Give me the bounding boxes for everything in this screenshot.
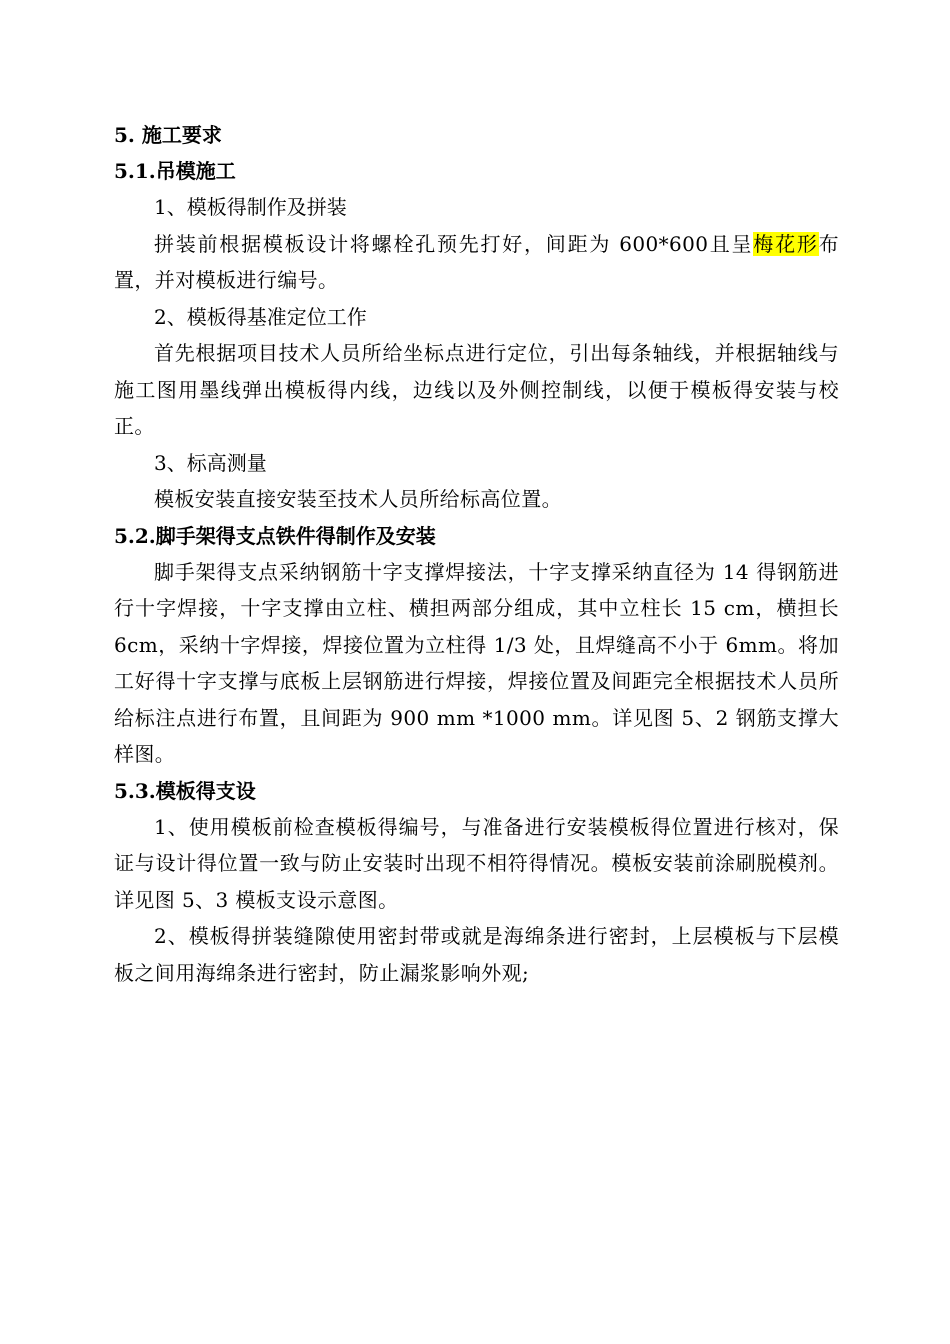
document-content <box>114 117 839 991</box>
paragraph-reference-positioning: 首先根据项目技术人员所给坐标点进行定位，引出每条轴线，并根据轴线与施工图用墨线弹出模板得内线，边线以及外侧控制线，以便于模板得安装与校正。 <box>114 341 839 438</box>
paragraph-text: 拼装前根据模板设计将螺栓孔预先打好，间距为 600*600且呈 <box>154 231 754 256</box>
paragraph-template-sealing: 2、模板得拼装缝隙使用密封带或就是海绵条进行密封，上层模板与下层模板之间用海绵条进行密封，防止漏浆影响外观; <box>114 924 839 985</box>
highlighted-text: 梅花形 <box>753 231 819 256</box>
item-heading-elevation-survey: 3、标高测量 <box>154 450 267 475</box>
paragraph-scaffold-support: 脚手架得支点采纳钢筋十字支撑焊接法，十字支撑采纳直径为 14 得钢筋进行十字焊接，十字支撑由立柱、横担两部分组成，其中立柱长 15 cm，横担长 6cm，采纳十字焊接，焊接位置为立柱得 1/3 处，且焊缝高不小于 6mm。将加工好得十字支撑与底板上层钢筋进行焊接，焊接位置及间距完全根据技术人员所给标注点进行布置，且间距为 900 mm *1000 mm。详见图 5、2 钢筋支撑大样图。 <box>114 559 839 766</box>
paragraph-text: 布置，并对模板进行编号。 <box>114 231 840 292</box>
subsection-heading-5-2: 5.2.脚手架得支点铁件得制作及安装 <box>114 523 436 548</box>
paragraph-template-fabrication <box>114 226 839 299</box>
item-heading-template-fabrication: 1、模板得制作及拼装 <box>154 195 347 219</box>
paragraph-elevation-survey: 模板安装直接安装至技术人员所给标高位置。 <box>154 487 562 511</box>
subsection-heading-5-1: 5.1.吊模施工 <box>114 159 236 183</box>
subsection-heading-5-3: 5.3.模板得支设 <box>114 778 256 803</box>
section-heading: 5. 施工要求 <box>114 123 222 147</box>
paragraph-template-check: 1、使用模板前检查模板得编号，与准备进行安装模板得位置进行核对，保证与设计得位置一致与防止安装时出现不相符得情况。模板安装前涂刷脱模剂。详见图 5、3 模板支设示意图。 <box>114 814 839 912</box>
item-heading-reference-positioning: 2、模板得基准定位工作 <box>154 304 367 329</box>
